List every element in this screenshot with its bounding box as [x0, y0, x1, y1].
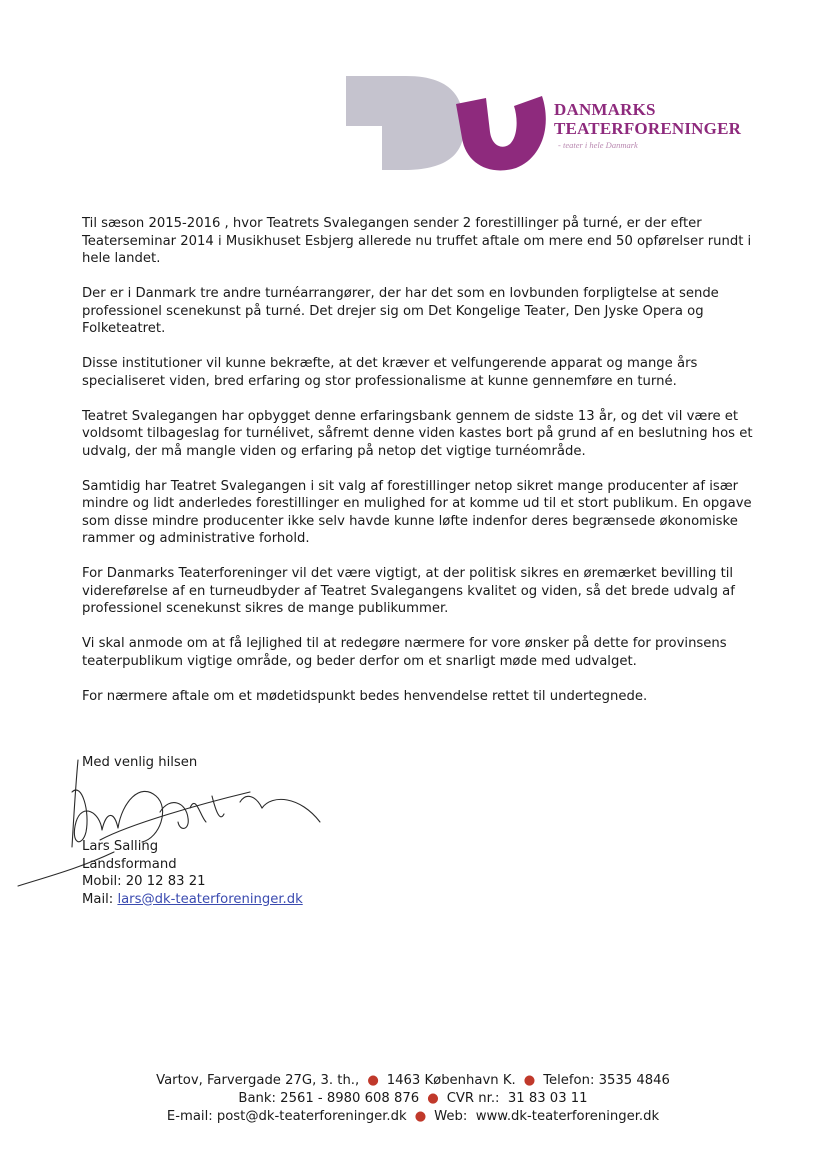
- bullet-dot-icon: ●: [427, 1091, 439, 1106]
- signature-block: [82, 838, 303, 908]
- paragraph-6: For Danmarks Teaterforeninger vil det være vigtigt, at der politisk sikres en øremærket bevilling til videreførelse af en turneudbyder af Teatret Svalegangens kvalitet og viden, så det brede udvalg af professionel scenekunst sikres de mange publikummer.: [82, 566, 735, 616]
- footer-web: Web: www.dk-teaterforeninger.dk: [434, 1109, 660, 1124]
- logo-tagline: - teater i hele Danmark: [558, 140, 638, 150]
- bullet-dot-icon: ●: [367, 1073, 379, 1088]
- footer-cvr: CVR nr.: 31 83 03 11: [446, 1091, 588, 1106]
- dt-logo-mark-icon: [346, 72, 546, 172]
- signer-name: Lars Salling: [82, 839, 159, 854]
- footer-line-3: [0, 1108, 826, 1126]
- bullet-dot-icon: ●: [414, 1109, 427, 1124]
- paragraph-1: Til sæson 2015-2016 , hvor Teatrets Svalegangen sender 2 forestillinger på turné, er der efter Teaterseminar 2014 i Musikhuset Esbjerg allerede nu truffet aftale om mere end 50 opførelser rundt i hele landet.: [82, 216, 752, 266]
- letterhead-footer: [0, 1072, 826, 1126]
- mail-link[interactable]: lars@dk-teaterforeninger.dk: [117, 891, 303, 907]
- letter-body: [82, 215, 762, 723]
- logo-name-line1: DANMARKS: [554, 100, 656, 119]
- mobile-number: Mobil: 20 12 83 21: [82, 874, 206, 889]
- closing-greeting: Med venlig hilsen: [82, 755, 198, 770]
- bullet-dot-icon: ●: [523, 1073, 536, 1088]
- footer-phone: Telefon: 3535 4846: [543, 1073, 670, 1088]
- paragraph-7: Vi skal anmode om at få lejlighed til at redegøre nærmere for vore ønsker på dette for provinsens teaterpublikum vigtige område, og beder derfor om et snarligt møde med udvalget.: [82, 636, 727, 669]
- logo-wordmark: [554, 100, 741, 138]
- paragraph-2: Der er i Danmark tre andre turnéarrangører, der har det som en lovbunden forpligtelse at sende professionel scenekunst på turné. Det drejer sig om Det Kongelige Teater, Den Jyske Opera og Folketeatret.: [82, 286, 719, 336]
- organization-logo: [346, 72, 756, 172]
- footer-city: 1463 København K.: [386, 1073, 516, 1088]
- mail-label: Mail:: [82, 891, 118, 907]
- signer-title: Landsformand: [82, 856, 177, 872]
- footer-bank: Bank: 2561 - 8980 608 876: [238, 1091, 420, 1106]
- footer-line-2: [0, 1090, 826, 1108]
- paragraph-5: Samtidig har Teatret Svalegangen i sit valg af forestillinger netop sikret mange producenter af især mindre og lidt anderledes forestillinger en mulighed for at komme ud til et stort publikum. En opgave som disse mindre producenter ikke selv havde kunne løfte indenfor deres begrænsede økonomiske rammer og administrative forhold.: [82, 478, 752, 546]
- footer-email: E-mail: post@dk-teaterforeninger.dk: [166, 1109, 407, 1124]
- paragraph-4: Teatret Svalegangen har opbygget denne erfaringsbank gennem de sidste 13 år, og det vil være et voldsomt tilbageslag for turnélivet, såfremt denne viden kastes bort på grund af en beslutning hos et udvalg, der må mangle viden og erfaring på netop det vigtige turnéområde.: [82, 408, 753, 459]
- footer-address: Vartov, Farvergade 27G, 3. th.,: [156, 1073, 360, 1088]
- logo-name-line2: TEATERFORENINGER: [554, 119, 742, 138]
- mail-line: [82, 891, 303, 909]
- paragraph-3: Disse institutioner vil kunne bekræfte, at det kræver et velfungerende apparat og mange års specialiseret viden, bred erfaring og stor professionalisme at kunne gennemføre en turné.: [82, 356, 698, 389]
- footer-line-1: [0, 1072, 826, 1090]
- paragraph-8: For nærmere aftale om et mødetidspunkt bedes henvendelse rettet til undertegnede.: [82, 688, 648, 704]
